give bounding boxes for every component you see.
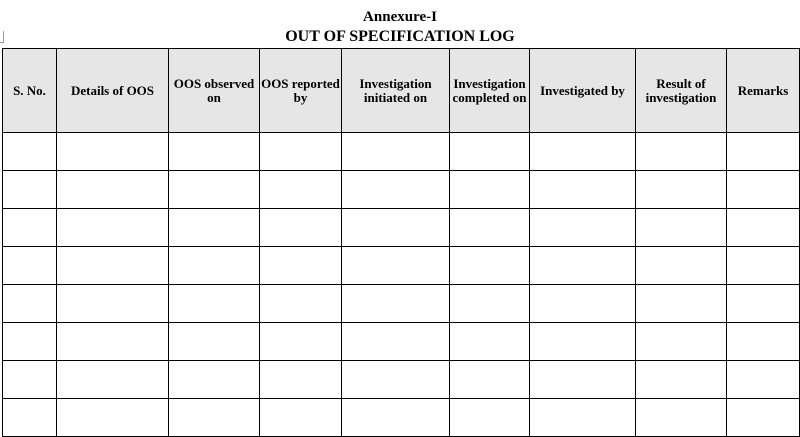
table-cell <box>530 133 636 171</box>
column-header-remarks: Remarks <box>727 49 800 133</box>
table-cell <box>727 171 800 209</box>
table-cell <box>727 209 800 247</box>
column-header-investigation-completed-on: Investigation completed on <box>450 49 530 133</box>
table-cell <box>636 247 727 285</box>
table-cell <box>530 209 636 247</box>
table-cell <box>169 323 260 361</box>
table-cell <box>636 209 727 247</box>
table-header-row <box>3 49 800 133</box>
oos-log-table <box>2 48 800 437</box>
table-cell <box>342 399 450 437</box>
table-cell <box>727 399 800 437</box>
table-cell <box>450 285 530 323</box>
table-cell <box>450 399 530 437</box>
table-cell <box>530 171 636 209</box>
table-cell <box>260 247 342 285</box>
table-cell <box>3 133 57 171</box>
table-cell <box>169 171 260 209</box>
table-cell <box>169 133 260 171</box>
table-cell <box>3 171 57 209</box>
column-header-result-of-investigation: Result of investigation <box>636 49 727 133</box>
table-cell <box>636 133 727 171</box>
table-cell <box>530 399 636 437</box>
column-header-investigated-by: Investigated by <box>530 49 636 133</box>
table-cell <box>636 323 727 361</box>
table-cell <box>57 285 169 323</box>
table-row <box>3 247 800 285</box>
table-cell <box>57 247 169 285</box>
table-cell <box>450 133 530 171</box>
table-cell <box>342 361 450 399</box>
table-cell <box>3 361 57 399</box>
table-cell <box>727 285 800 323</box>
table-row <box>3 323 800 361</box>
table-cell <box>3 323 57 361</box>
table-cell <box>57 399 169 437</box>
table-cell <box>530 361 636 399</box>
table-cell <box>450 247 530 285</box>
table-cell <box>342 209 450 247</box>
table-cell <box>57 209 169 247</box>
table-cell <box>530 285 636 323</box>
column-header-investigation-initiated-on: Investigation initiated on <box>342 49 450 133</box>
table-cell <box>260 209 342 247</box>
table-cell <box>450 171 530 209</box>
table-cell <box>3 209 57 247</box>
table-cell <box>342 323 450 361</box>
table-cell <box>530 323 636 361</box>
column-header-oos-reported-by: OOS reported by <box>260 49 342 133</box>
table-cell <box>3 285 57 323</box>
table-cell <box>169 361 260 399</box>
table-row <box>3 133 800 171</box>
table-cell <box>57 133 169 171</box>
table-cell <box>260 361 342 399</box>
table-cell <box>169 285 260 323</box>
table-cell <box>3 247 57 285</box>
table-cell <box>57 171 169 209</box>
table-cell <box>636 171 727 209</box>
document-title: OUT OF SPECIFICATION LOG <box>285 28 515 45</box>
table-cell <box>57 361 169 399</box>
table-row <box>3 361 800 399</box>
table-cell <box>727 247 800 285</box>
column-header-details-of-oos: Details of OOS <box>57 49 169 133</box>
table-cell <box>636 399 727 437</box>
text-boundary-mark <box>0 31 4 43</box>
table-cell <box>3 399 57 437</box>
table-cell <box>260 285 342 323</box>
table-cell <box>342 247 450 285</box>
table-cell <box>342 171 450 209</box>
column-header-serial-number: S. No. <box>3 49 57 133</box>
table-cell <box>260 399 342 437</box>
table-cell <box>450 323 530 361</box>
table-cell <box>342 285 450 323</box>
table-cell <box>169 209 260 247</box>
table-row <box>3 285 800 323</box>
table-row <box>3 209 800 247</box>
annexure-heading: Annexure-I <box>363 9 437 25</box>
table-cell <box>530 247 636 285</box>
table-row <box>3 399 800 437</box>
table-cell <box>450 209 530 247</box>
table-row <box>3 171 800 209</box>
table-cell <box>727 323 800 361</box>
column-header-oos-observed-on: OOS observed on <box>169 49 260 133</box>
table-cell <box>260 323 342 361</box>
table-cell <box>342 133 450 171</box>
table-cell <box>727 361 800 399</box>
table-cell <box>260 133 342 171</box>
table-cell <box>169 399 260 437</box>
table-cell <box>636 285 727 323</box>
table-cell <box>57 323 169 361</box>
table-cell <box>727 133 800 171</box>
table-cell <box>636 361 727 399</box>
table-cell <box>169 247 260 285</box>
table-cell <box>450 361 530 399</box>
table-cell <box>260 171 342 209</box>
